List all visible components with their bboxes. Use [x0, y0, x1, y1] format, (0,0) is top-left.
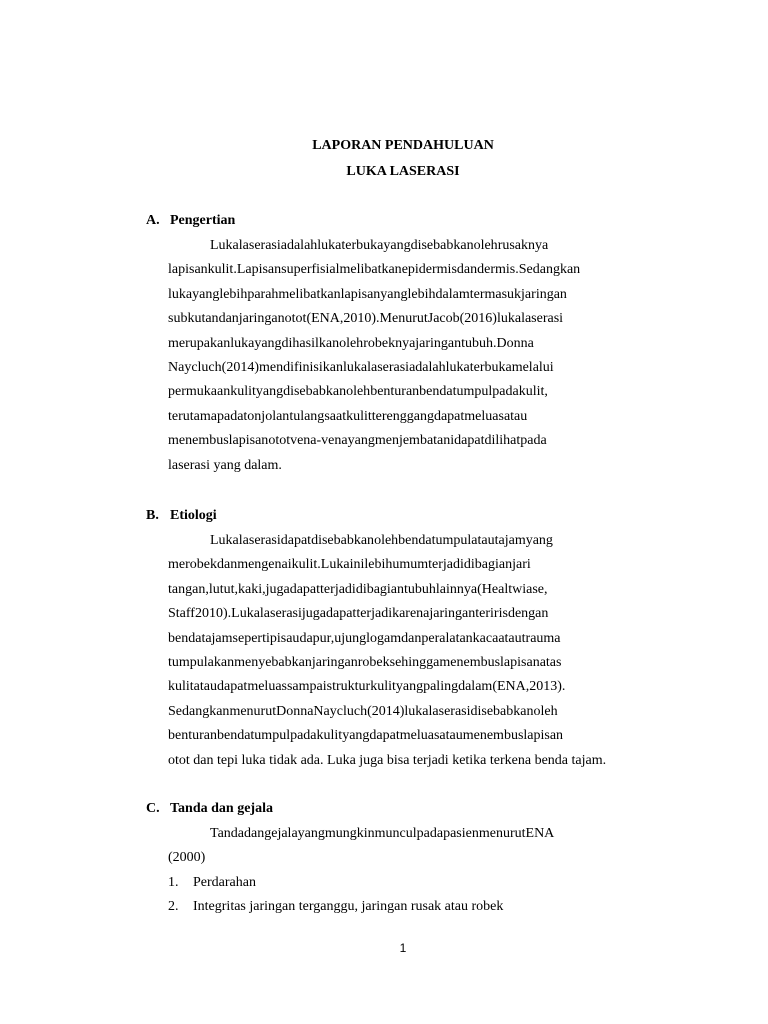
section-heading-b: [146, 508, 217, 524]
paragraph-line: menembuslapisanototvena-venayangmenjembatanidapatdilihatpada: [168, 433, 547, 449]
list-number: 2.: [168, 899, 179, 915]
page-number: 1: [399, 941, 407, 955]
paragraph-line: merobekdanmengenaikulit.Lukainilebihumumterjadidibagianjari: [168, 557, 531, 573]
paragraph-line: tumpulakanmenyebabkanjaringanrobeksehinggamenembuslapisanatas: [168, 654, 562, 670]
paragraph-line: Staff2010).Lukalaserasijugadapatterjadikarenajaringanteririsdengan: [168, 606, 549, 622]
paragraph-line: (2000): [168, 850, 206, 866]
symptom-list: [168, 871, 503, 920]
list-text: Perdarahan: [193, 875, 256, 890]
paragraph-line: benturanbendatumpulpadakulityangdapatmeluasataumenembuslapisan: [168, 728, 564, 744]
list-number: 1.: [168, 875, 179, 890]
section-label: C.: [146, 801, 160, 816]
paragraph-line: subkutandanjaringanotot(ENA,2010).MenurutJacob(2016)lukalaserasi: [168, 311, 564, 327]
paragraph-line: lapisankulit.Lapisansuperfisialmelibatkanepidermisdandermis.Sedangkan: [168, 262, 581, 278]
section-a-paragraph: [168, 234, 658, 478]
section-c-paragraph: [168, 822, 658, 871]
list-item: [168, 871, 503, 895]
paragraph-line: merupakanlukayangdihasilkanolehrobeknyajaringantubuh.Donna: [168, 335, 534, 351]
section-b-paragraph: [168, 529, 658, 773]
document-subtitle: LUKA LASERASI: [346, 164, 460, 179]
paragraph-line: TandadangejalayangmungkinmunculpadapasienmenurutENA: [210, 826, 555, 841]
paragraph-line: tangan,lutut,kaki,jugadapatterjadidibagiantubuhlainnya(Healtwiase,: [168, 581, 548, 597]
section-heading-a: [146, 213, 235, 229]
paragraph-line: laserasi yang dalam.: [168, 457, 282, 473]
section-label: A.: [146, 213, 160, 228]
document-title: LAPORAN PENDAHULUAN: [312, 138, 494, 153]
paragraph-line: lukayanglebihparahmelibatkanlapisanyanglebihdalamtermasukjaringan: [168, 286, 567, 302]
list-item: [168, 895, 503, 919]
paragraph-line: Lukalaserasiadalahlukaterbukayangdisebabkanolehrusaknya: [210, 238, 549, 253]
paragraph-line: kulitataudapatmeluassampaistrukturkulityangpalingdalam(ENA,2013).: [168, 679, 566, 695]
section-title: Pengertian: [170, 213, 236, 228]
paragraph-line: terutamapadatonjolantulangsaatkulitterenggangdapatmeluasatau: [168, 408, 528, 424]
paragraph-line: Lukalaserasidapatdisebabkanolehbendatumpulatautajamyang: [210, 533, 553, 548]
list-text: Integritas jaringan terganggu, jaringan rusak atau robek: [193, 899, 504, 915]
section-title: Etiologi: [170, 508, 217, 523]
paragraph-line: permukaankulityangdisebabkanolehbenturanbendatumpulpadakulit,: [168, 384, 548, 400]
paragraph-line: Naycluch(2014)mendifinisikanlukalaserasiadalahlukaterbukamelalui: [168, 359, 554, 375]
paragraph-line: otot dan tepi luka tidak ada. Luka juga bisa terjadi ketika terkena benda tajam.: [168, 752, 607, 768]
section-label: B.: [146, 508, 159, 523]
paragraph-line: bendatajamsepertipisaudapur,ujunglogamdanperalatankacaatautrauma: [168, 630, 561, 646]
section-title: Tanda dan gejala: [170, 801, 273, 816]
section-heading-c: [146, 801, 273, 817]
paragraph-line: SedangkanmenurutDonnaNaycluch(2014)lukalaserasidisebabkanoleh: [168, 703, 558, 719]
